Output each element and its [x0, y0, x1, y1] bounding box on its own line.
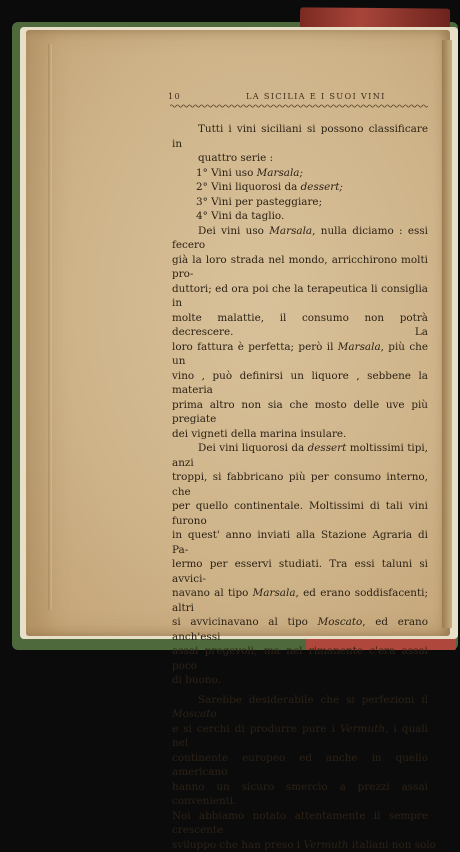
- text-run: Dei vini liquorosi da: [198, 442, 308, 454]
- text-line: [172, 369, 428, 398]
- text-line: [172, 224, 428, 253]
- text-run: moltissimi tipi, anzi: [172, 442, 428, 469]
- text-run: , ed erano soddisfacenti; altri: [172, 587, 428, 614]
- list-item: [196, 180, 428, 195]
- text-run: , più che un: [172, 341, 428, 368]
- text-run: , ed erano anch'essi: [172, 616, 428, 643]
- list-item: [196, 166, 428, 181]
- paragraph-dessert-wines: [172, 441, 428, 688]
- list-item: [196, 195, 428, 210]
- text-run: già la loro strada nel mondo, arricchirono molti pro-: [172, 254, 428, 281]
- intro-paragraph: [172, 122, 428, 166]
- list-number: 1°: [196, 167, 211, 179]
- italic-term: Moscato: [172, 708, 217, 720]
- text-run: , i quali nel: [172, 723, 428, 750]
- list-text: Vini uso: [211, 167, 257, 179]
- paragraph-marsala: [172, 224, 428, 442]
- text-run: Dei vini uso: [198, 225, 269, 237]
- text-run: e si cerchi di produrre pure i: [172, 723, 340, 735]
- text-run: continente europeo ed anche in quello americano: [172, 752, 428, 779]
- text-run: in quest' anno inviati alla Stazione Agraria di Pa-: [172, 529, 428, 556]
- wine-series-list: [172, 166, 428, 224]
- text-line: [172, 557, 428, 586]
- text-run: Sarebbe desiderabile che si perfezioni il: [198, 694, 428, 706]
- page-body: [172, 122, 428, 852]
- text-run: vino , può definirsi un liquore , sebbene la materia: [172, 370, 428, 397]
- text-run: dei vigneti della marina insulare.: [172, 428, 346, 440]
- italic-term: Vermuth: [304, 839, 349, 851]
- page-fold: [48, 44, 52, 610]
- text-run: lermo per esservi studiati. Tra essi taluni si avvici-: [172, 558, 428, 585]
- text-line: [172, 528, 428, 557]
- italic-term: Marsala: [253, 587, 296, 599]
- list-italic-term: Marsala;: [257, 167, 303, 179]
- text-line: [172, 586, 428, 615]
- text-run: hanno un sicuro smercio a prezzi assai convenienti.: [172, 781, 428, 808]
- text-line: [172, 751, 428, 780]
- page-number: 10: [168, 91, 181, 101]
- text-run: duttori; ed ora poi che la terapeutica li consiglia in: [172, 283, 428, 310]
- text-run: italiani non solo: [349, 839, 436, 851]
- text-run: sviluppo che han preso i: [172, 839, 304, 851]
- text-line: [172, 441, 428, 470]
- list-number: 2°: [196, 181, 211, 193]
- text-line: [172, 311, 428, 340]
- list-text: Vini per pasteggiare;: [211, 196, 322, 208]
- italic-term: Vermuth: [340, 723, 385, 735]
- list-italic-term: dessert;: [301, 181, 343, 193]
- page-right-edge: [442, 40, 452, 628]
- text-run: per quello continentale. Moltissimi di tali vini furono: [172, 500, 428, 527]
- text-line: [172, 470, 428, 499]
- text-line: [172, 615, 428, 644]
- text-line: Tutti i vini siciliani si possono classificare in: [172, 122, 428, 151]
- text-line: quattro serie :: [172, 151, 428, 166]
- text-line: [172, 427, 428, 442]
- text-line: [172, 340, 428, 369]
- list-number: 4°: [196, 210, 211, 222]
- text-run: si avvicinavano al tipo: [172, 616, 318, 628]
- text-line: [172, 673, 428, 688]
- text-line: [172, 282, 428, 311]
- text-line: [172, 398, 428, 427]
- italic-term: Marsala: [269, 225, 312, 237]
- text-line: [172, 253, 428, 282]
- text-line: [172, 809, 428, 838]
- text-run: , nulla diciamo : essi fecero: [172, 225, 428, 252]
- text-run: prima altro non sia che mosto delle uve più pregiate: [172, 399, 428, 426]
- italic-term: Marsala: [338, 341, 381, 353]
- text-line: [172, 644, 428, 673]
- text-run: troppi, si fabbricano più per consumo interno, che: [172, 471, 428, 498]
- text-run: loro fattura è perfetta; però il: [172, 341, 338, 353]
- text-line: [172, 780, 428, 809]
- paragraph-moscato-vermuth: [172, 693, 428, 852]
- text-run: di buono.: [172, 674, 221, 686]
- running-title: LA SICILIA E I SUOI VINI: [246, 91, 386, 101]
- list-text: Vini da taglio.: [211, 210, 284, 222]
- list-item: [196, 209, 428, 224]
- text-line: [172, 499, 428, 528]
- list-text: Vini liquorosi da: [211, 181, 301, 193]
- italic-term: dessert: [308, 442, 347, 454]
- text-run: Noi abbiamo notato attentamente il sempre crescente: [172, 810, 428, 837]
- text-run: molte malattie, il consumo non potrà decrescere. La: [172, 312, 428, 339]
- text-run: assai pregevoli; ma nel rimanente c'era assai poco: [172, 645, 428, 672]
- list-number: 3°: [196, 196, 211, 208]
- decorative-wavy-rule: [170, 103, 428, 109]
- italic-term: Moscato: [318, 616, 363, 628]
- text-line: [172, 693, 428, 722]
- text-line: [172, 838, 428, 852]
- text-line: [172, 722, 428, 751]
- text-run: navano al tipo: [172, 587, 253, 599]
